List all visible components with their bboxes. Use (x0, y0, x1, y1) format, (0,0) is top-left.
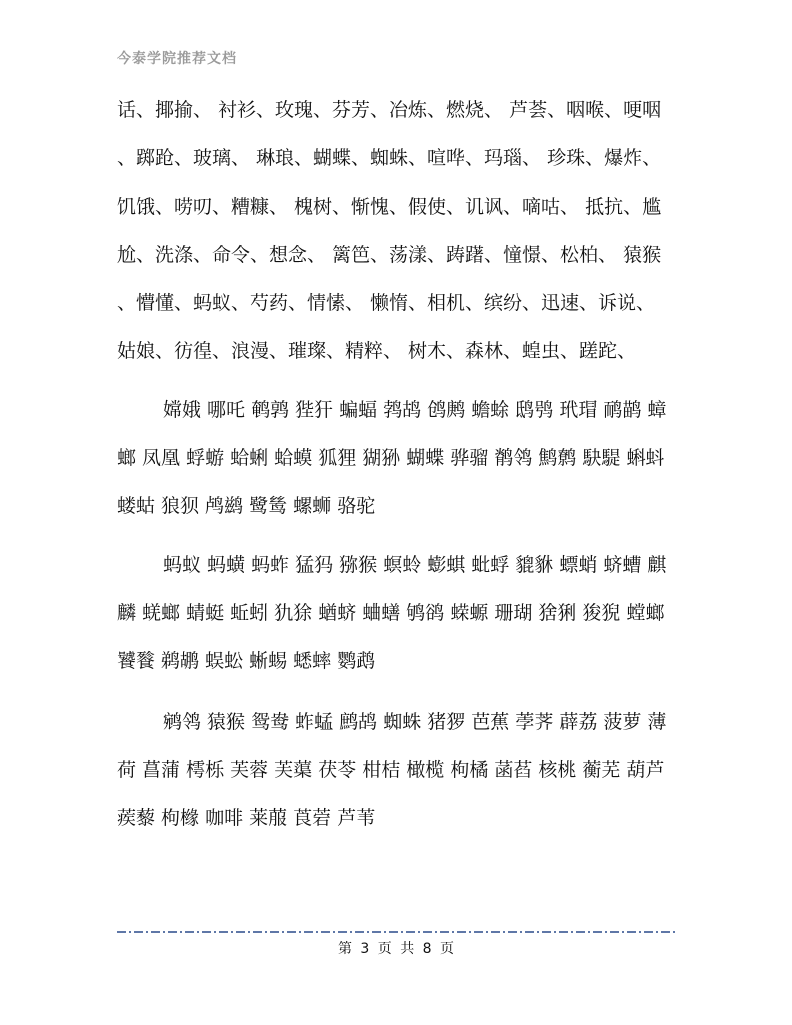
document-header-title: 今泰学院推荐文档 (117, 51, 237, 67)
paragraph-1-line-3: 饥饿、唠叨、糟糠、 槐树、惭愧、假使、讥讽、嘀咕、 抵抗、尴 (117, 196, 662, 218)
page-number: 第 3 页 共 8 页 (337, 941, 455, 957)
paragraph-4-line-1: 鹓鸰 猿猴 鸳鸯 蚱蜢 鹧鸪 蜘蛛 猪猡 芭蕉 荸荠 薜荔 菠萝 薄 (163, 711, 667, 733)
paragraph-2-line-3: 蝼蛄 狼狈 鸬鹚 鹭鸶 螺蛳 骆驼 (117, 495, 376, 517)
paragraph-1-line-1: 话、揶揄、 衬衫、玫瑰、芬芳、冶炼、燃烧、 芦荟、咽喉、哽咽 (117, 99, 662, 121)
paragraph-1-line-2: 、踯跄、玻璃、 琳琅、蝴蝶、蜘蛛、喧哗、玛瑙、 珍珠、爆炸、 (117, 147, 662, 169)
footer-dash-dot-rule (117, 931, 675, 933)
paragraph-1-line-6: 姑娘、彷徨、浪漫、璀璨、精粹、 树木、森林、蝗虫、蹉跎、 (117, 340, 637, 362)
paragraph-4-line-3: 蒺藜 枸橼 咖啡 莱菔 莨菪 芦苇 (117, 807, 376, 829)
paragraph-3-line-3: 饕餮 鹈鹕 蜈蚣 蜥蜴 蟋蟀 鹦鹉 (117, 650, 376, 672)
paragraph-4-line-2: 荷 菖蒲 樗栎 芙蓉 芙蕖 茯苓 柑桔 橄榄 枸橘 菡萏 核桃 蘅芜 葫芦 (117, 759, 665, 781)
paragraph-1-line-5: 、懵懂、蚂蚁、芍药、情愫、 懒惰、相机、缤纷、迅速、诉说、 (117, 292, 656, 314)
paragraph-2-line-1: 嫦娥 哪吒 鹌鹑 狴犴 蝙蝠 鹁鸪 鸧鹒 蟾蜍 鸱鸮 玳瑁 鸸鹋 蟑 (163, 399, 667, 421)
paragraph-2-line-2: 螂 凤凰 蜉蝣 蛤蜊 蛤蟆 狐狸 猢狲 蝴蝶 骅骝 鹡鸰 鹪鹩 駃騠 蝌蚪 (117, 447, 665, 469)
paragraph-3-line-2: 麟 蜣螂 蜻蜓 蚯蚓 犰狳 蝤蛴 蛐蟮 鸲鹆 蝾螈 珊瑚 猞猁 狻猊 螳螂 (117, 602, 665, 624)
paragraph-1-line-4: 尬、洗涤、命令、想念、 篱笆、荡漾、踌躇、憧憬、松柏、 猿猴 (117, 244, 662, 266)
paragraph-3-line-1: 蚂蚁 蚂蟥 蚂蚱 猛犸 猕猴 螟蛉 蟛蜞 蚍蜉 貔貅 螵蛸 蛴螬 麒 (163, 554, 667, 576)
